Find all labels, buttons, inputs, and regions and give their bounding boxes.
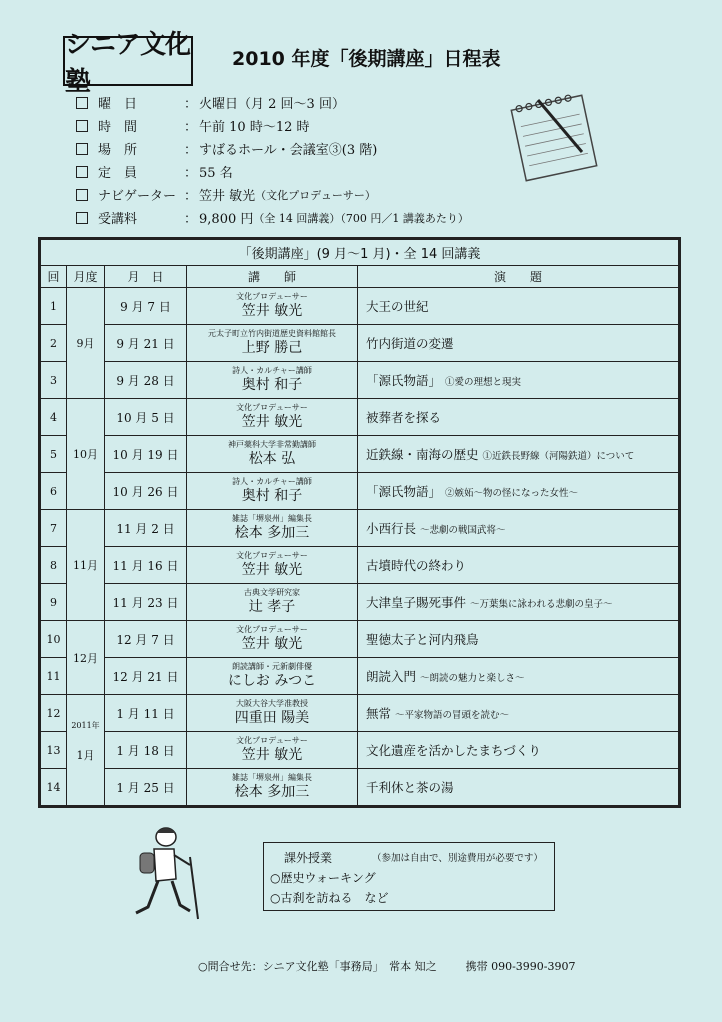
info-row: 受講料 ： 9,800 円 （全 14 回講義）（700 円／1 講義あたり） (76, 206, 469, 229)
logo-box (63, 30, 193, 97)
lecture-date: 10 月 19 日 (105, 436, 187, 473)
topic-cell (358, 621, 679, 658)
table-row (41, 584, 679, 621)
lecturer-cell (187, 769, 358, 806)
contact-phone: 携帯 090-3990-3907 (465, 960, 576, 973)
header-lecturer: 講 師 (187, 266, 358, 288)
table-row (41, 288, 679, 325)
month-label: 11月 (73, 559, 98, 572)
topic-title: 大津皇子賜死事件 (366, 595, 467, 610)
lecturer-role: 文化プロデューサー (236, 624, 308, 634)
info-label: 受講料 (98, 212, 138, 227)
topic-cell (358, 473, 679, 510)
topic-title: 千利休と茶の湯 (366, 780, 454, 795)
lecturer-cell (187, 288, 358, 325)
header-month: 月度 (67, 266, 105, 288)
topic-subtitle: 〜平家物語の冒頭を読む〜 (395, 710, 510, 721)
lecturer-name: にしお みつこ (227, 672, 317, 689)
lecture-number: 2 (41, 325, 67, 362)
table-row (41, 473, 679, 510)
topic-title: 近鉄線・南海の歴史 (366, 447, 479, 462)
info-row: 時 間 ： 午前 10 時〜12 時 (76, 114, 469, 137)
hiker-icon (128, 823, 208, 923)
lecturer-role: 古典文学研究家 (244, 587, 300, 597)
lecture-number: 14 (41, 769, 67, 806)
topic-cell (358, 769, 679, 806)
header-topic: 演 題 (358, 266, 679, 288)
table-row (41, 769, 679, 806)
month-cell (67, 510, 105, 621)
lecturer-cell (187, 658, 358, 695)
lecture-number: 13 (41, 732, 67, 769)
lecture-date: 12 月 7 日 (105, 621, 187, 658)
info-value: 55 名 (199, 166, 233, 181)
lecturer-cell (187, 399, 358, 436)
lecturer-cell (187, 325, 358, 362)
lecturer-cell (187, 695, 358, 732)
topic-cell (358, 399, 679, 436)
lecture-date: 1 月 25 日 (105, 769, 187, 806)
month-label: 12月 (73, 651, 98, 665)
month-cell (67, 288, 105, 399)
info-label: 時 間 (98, 120, 138, 135)
lecturer-cell (187, 436, 358, 473)
topic-cell (358, 288, 679, 325)
table-row (41, 362, 679, 399)
lecture-date: 9 月 21 日 (105, 325, 187, 362)
topic-cell (358, 658, 679, 695)
list-item: ○古刹を訪ねる など (270, 890, 389, 905)
info-note: （文化プロデューサー） (255, 188, 376, 202)
month-label: 1月 (76, 748, 95, 762)
topic-cell (358, 436, 679, 473)
lecture-date: 9 月 7 日 (105, 288, 187, 325)
table-row (41, 658, 679, 695)
lecturer-name: 奥村 和子 (241, 376, 303, 393)
topic-cell (358, 584, 679, 621)
lecturer-name: 松本 弘 (248, 450, 296, 467)
lecture-date: 12 月 21 日 (105, 658, 187, 695)
info-label: 曜 日 (98, 97, 138, 112)
lecturer-cell (187, 362, 358, 399)
topic-cell (358, 547, 679, 584)
table-header (41, 266, 679, 288)
lecturer-name: 笠井 敏光 (241, 413, 303, 430)
info-row: 定 員 ： 55 名 (76, 160, 469, 183)
extra-note: （参加は自由で、別途費用が必要です） (372, 853, 543, 864)
topic-title: 竹内街道の変遷 (366, 336, 454, 351)
course-info (76, 91, 469, 229)
lecturer-name: 辻 孝子 (248, 598, 296, 615)
month-cell (67, 695, 105, 806)
topic-subtitle: ①愛の理想と現実 (445, 377, 522, 388)
notebook-pen-icon (500, 80, 610, 190)
table-row (41, 399, 679, 436)
extra-activities-box (263, 842, 555, 911)
topic-title: 文化遺産を活かしたまちづくり (366, 743, 541, 758)
topic-title: 古墳時代の終わり (366, 558, 467, 573)
topic-subtitle: ②嫉妬〜物の怪になった女性〜 (445, 488, 579, 499)
contact-info (198, 958, 576, 974)
info-label: 場 所 (98, 143, 138, 158)
lecturer-role: 文化プロデューサー (236, 735, 308, 745)
info-value: 午前 10 時〜12 時 (199, 120, 310, 135)
lecture-date: 11 月 23 日 (105, 584, 187, 621)
header-date: 月 日 (105, 266, 187, 288)
topic-subtitle: 〜悲劇の戦国武将〜 (420, 525, 506, 536)
list-item: ○歴史ウォーキング (270, 870, 376, 885)
lecture-number: 6 (41, 473, 67, 510)
table-row (41, 695, 679, 732)
lecture-date: 10 月 5 日 (105, 399, 187, 436)
info-row: ナビゲーター ： 笠井 敏光 （文化プロデューサー） (76, 183, 469, 206)
topic-title: 「源氏物語」 (366, 484, 442, 499)
logo-text: シニア文化塾 (65, 30, 191, 97)
table-row (41, 436, 679, 473)
info-value: 9,800 円 (199, 212, 254, 227)
lecturer-cell (187, 510, 358, 547)
info-label: ナビゲーター (98, 189, 177, 204)
topic-cell (358, 362, 679, 399)
topic-title: 無常 (366, 706, 392, 721)
topic-title: 被葬者を探る (366, 410, 442, 425)
info-row: 場 所 ： すばるホール・会議室③(3 階) (76, 137, 469, 160)
lecturer-name: 桧本 多加三 (234, 524, 310, 541)
topic-title: 聖徳太子と河内飛鳥 (366, 632, 479, 647)
lecturer-name: 笠井 敏光 (241, 302, 303, 319)
lecturer-role: 大阪大谷大学准教授 (236, 698, 308, 708)
topic-title: 小西行長 (366, 521, 417, 536)
lecturer-cell (187, 547, 358, 584)
table-row (41, 510, 679, 547)
table-row (41, 732, 679, 769)
lecture-date: 11 月 16 日 (105, 547, 187, 584)
month-cell (67, 621, 105, 695)
info-note: （全 14 回講義）（700 円／1 講義あたり） (253, 211, 469, 225)
lecture-date: 11 月 2 日 (105, 510, 187, 547)
lecturer-name: 笠井 敏光 (241, 746, 303, 763)
topic-title: 大王の世紀 (366, 299, 429, 314)
lecturer-role: 文化プロデューサー (236, 291, 308, 301)
info-row: 曜 日 ： 火曜日（月 2 回〜3 回） (76, 91, 469, 114)
page-title: 2010 年度「後期講座」日程表 (232, 48, 501, 70)
month-label: 10月 (73, 448, 98, 461)
checkbox-icon (76, 120, 88, 132)
lecturer-name: 笠井 敏光 (241, 635, 303, 652)
lecture-number: 9 (41, 584, 67, 621)
lecture-date: 9 月 28 日 (105, 362, 187, 399)
topic-subtitle: 〜万葉集に詠われる悲劇の皇子〜 (470, 599, 613, 610)
lecture-number: 11 (41, 658, 67, 695)
lecturer-cell (187, 621, 358, 658)
schedule-table (38, 237, 681, 808)
lecture-number: 12 (41, 695, 67, 732)
extra-title: 課外授業 (284, 850, 333, 865)
topic-title: 朗読入門 (366, 669, 417, 684)
lecture-date: 10 月 26 日 (105, 473, 187, 510)
info-label: 定 員 (98, 166, 138, 181)
lecturer-role: 詩人・カルチャー講師 (232, 476, 312, 486)
lecturer-name: 四重田 陽美 (234, 709, 310, 726)
lecture-number: 4 (41, 399, 67, 436)
lecturer-role: 元太子町立竹内街道歴史資料館館長 (208, 328, 336, 338)
topic-cell (358, 695, 679, 732)
year-label: 2011年 (71, 720, 100, 730)
lecturer-cell (187, 732, 358, 769)
topic-title: 「源氏物語」 (366, 373, 442, 388)
table-row (41, 547, 679, 584)
topic-subtitle: ①近鉄長野線（河陽鉄道）について (482, 451, 635, 462)
lecturer-cell (187, 473, 358, 510)
lecturer-role: 雑誌「堺泉州」編集長 (232, 513, 312, 523)
schedule-caption: 「後期講座」(9 月〜1 月)・全 14 回講義 (41, 240, 679, 266)
info-value: 火曜日（月 2 回〜3 回） (199, 97, 345, 112)
lecturer-role: 雑誌「堺泉州」編集長 (232, 772, 312, 782)
checkbox-icon (76, 143, 88, 155)
lecture-number: 10 (41, 621, 67, 658)
lecture-number: 7 (41, 510, 67, 547)
lecturer-name: 笠井 敏光 (241, 561, 303, 578)
contact-label: ○問合せ先：シニア文化塾「事務局」 常本 知之 (198, 960, 437, 973)
topic-cell (358, 325, 679, 362)
checkbox-icon (76, 212, 88, 224)
lecturer-role: 詩人・カルチャー講師 (232, 365, 312, 375)
month-label: 9月 (76, 337, 95, 350)
lecture-number: 5 (41, 436, 67, 473)
lecturer-name: 奥村 和子 (241, 487, 303, 504)
lecturer-role: 朗読講師・元新劇俳優 (232, 661, 312, 671)
info-value: 笠井 敏光 (199, 189, 256, 204)
lecturer-name: 桧本 多加三 (234, 783, 310, 800)
lecture-date: 1 月 11 日 (105, 695, 187, 732)
topic-cell (358, 732, 679, 769)
table-row (41, 621, 679, 658)
table-row (41, 325, 679, 362)
checkbox-icon (76, 189, 88, 201)
lecture-number: 8 (41, 547, 67, 584)
info-value: すばるホール・会議室③(3 階) (199, 143, 378, 158)
lecture-number: 1 (41, 288, 67, 325)
lecturer-role: 神戸薬科大学非常勤講師 (228, 439, 316, 449)
month-cell (67, 399, 105, 510)
checkbox-icon (76, 166, 88, 178)
lecturer-role: 文化プロデューサー (236, 550, 308, 560)
checkbox-icon (76, 97, 88, 109)
header-no: 回 (41, 266, 67, 288)
lecture-number: 3 (41, 362, 67, 399)
lecturer-name: 上野 勝己 (241, 339, 303, 356)
lecture-date: 1 月 18 日 (105, 732, 187, 769)
topic-cell (358, 510, 679, 547)
topic-subtitle: 〜朗読の魅力と楽しさ〜 (420, 673, 525, 684)
lecturer-cell (187, 584, 358, 621)
lecturer-role: 文化プロデューサー (236, 402, 308, 412)
